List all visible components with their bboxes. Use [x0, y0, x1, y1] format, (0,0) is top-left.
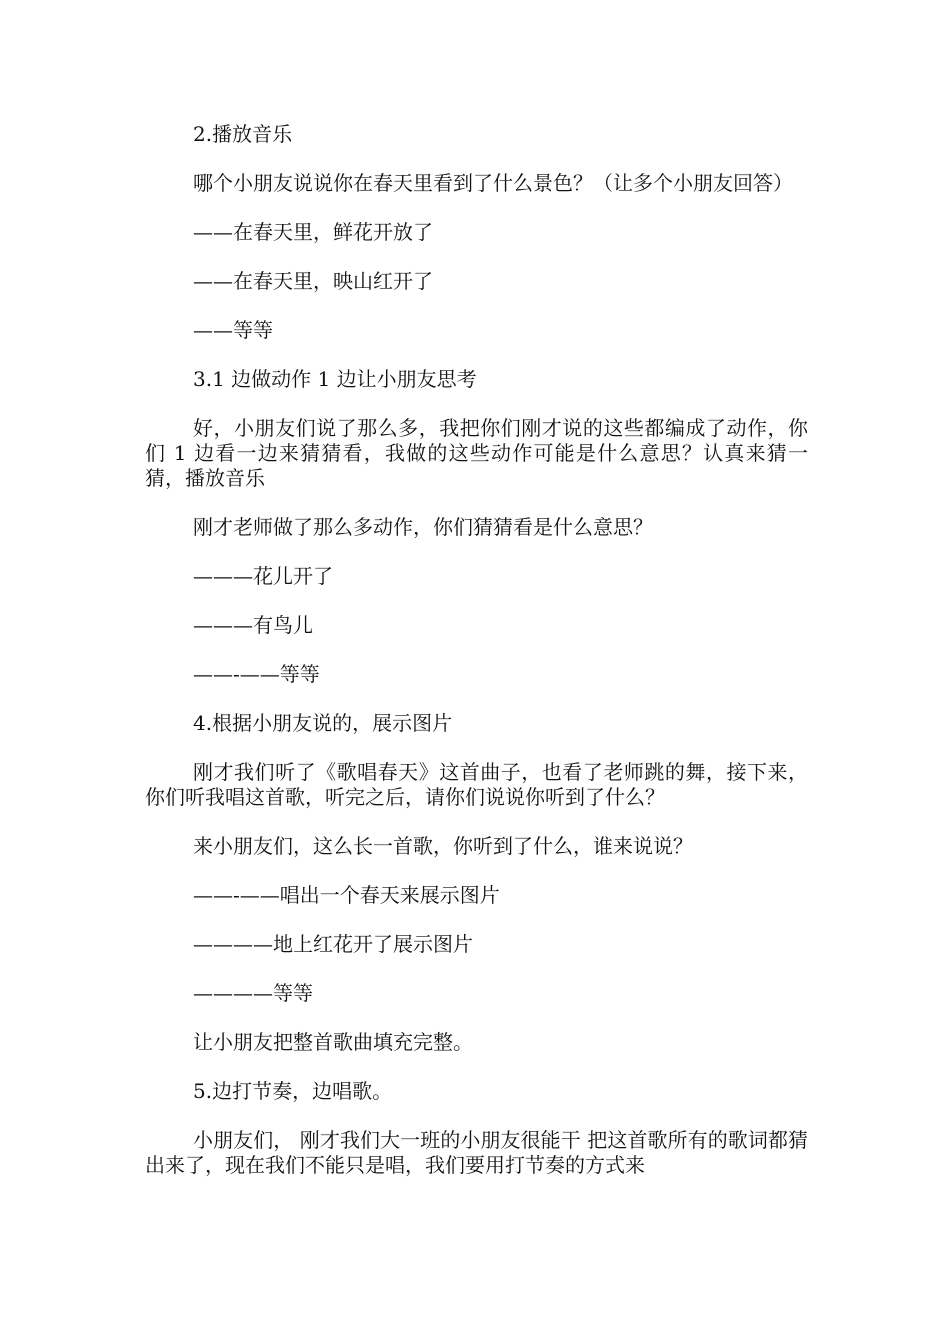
paragraph-actions-guess: 好，小朋友们说了那么多，我把你们刚才说的这些都编成了动作，你们 1 边看一边来猜猜看，我做的这些动作可能是什么意思？认真来猜一猜，播放音乐	[145, 416, 808, 490]
paragraph-section-5-heading: 5.边打节奏，边唱歌。	[193, 1079, 393, 1103]
paragraph-listen-song: 刚才我们听了《歌唱春天》这首曲子，也看了老师跳的舞，接下来，你们听我唱这首歌，听完之后，请你们说说你听到了什么？	[145, 760, 808, 809]
paragraph-answer-blossom: ———花儿开了	[193, 564, 333, 588]
paragraph-answer-red-flowers: ————地上红花开了展示图片	[193, 932, 473, 956]
paragraph-answer-etc-2: ——-——等等	[193, 662, 320, 686]
paragraph-section-2-heading: 2.播放音乐	[193, 122, 293, 146]
paragraph-section-3-1-heading: 3.1 边做动作 1 边让小朋友思考	[193, 367, 477, 391]
paragraph-answer-sing-spring: ——-——唱出一个春天来展示图片	[193, 883, 500, 907]
paragraph-question-spring-scenery: 哪个小朋友说说你在春天里看到了什么景色？（让多个小朋友回答）	[193, 171, 793, 195]
paragraph-answer-azalea: ——在春天里，映山红开了	[193, 269, 433, 293]
paragraph-teacher-question: 刚才老师做了那么多动作，你们猜猜看是什么意思？	[193, 515, 653, 539]
document-body	[145, 122, 808, 1202]
paragraph-answer-etc: ——等等	[193, 318, 273, 342]
paragraph-rhythm-intro: 小朋友们， 刚才我们大一班的小朋友很能干 把这首歌所有的歌词都猜出来了，现在我们不能只是唱，我们要用打节奏的方式来	[145, 1128, 808, 1177]
paragraph-who-says: 来小朋友们，这么长一首歌，你听到了什么，谁来说说？	[193, 834, 693, 858]
paragraph-answer-flowers: ——在春天里，鲜花开放了	[193, 220, 433, 244]
paragraph-section-4-heading: 4.根据小朋友说的，展示图片	[193, 711, 453, 735]
paragraph-complete-song: 让小朋友把整首歌曲填充完整。	[193, 1030, 473, 1054]
paragraph-answer-birds: ———有鸟儿	[193, 613, 313, 637]
paragraph-answer-etc-3: ————等等	[193, 981, 313, 1005]
